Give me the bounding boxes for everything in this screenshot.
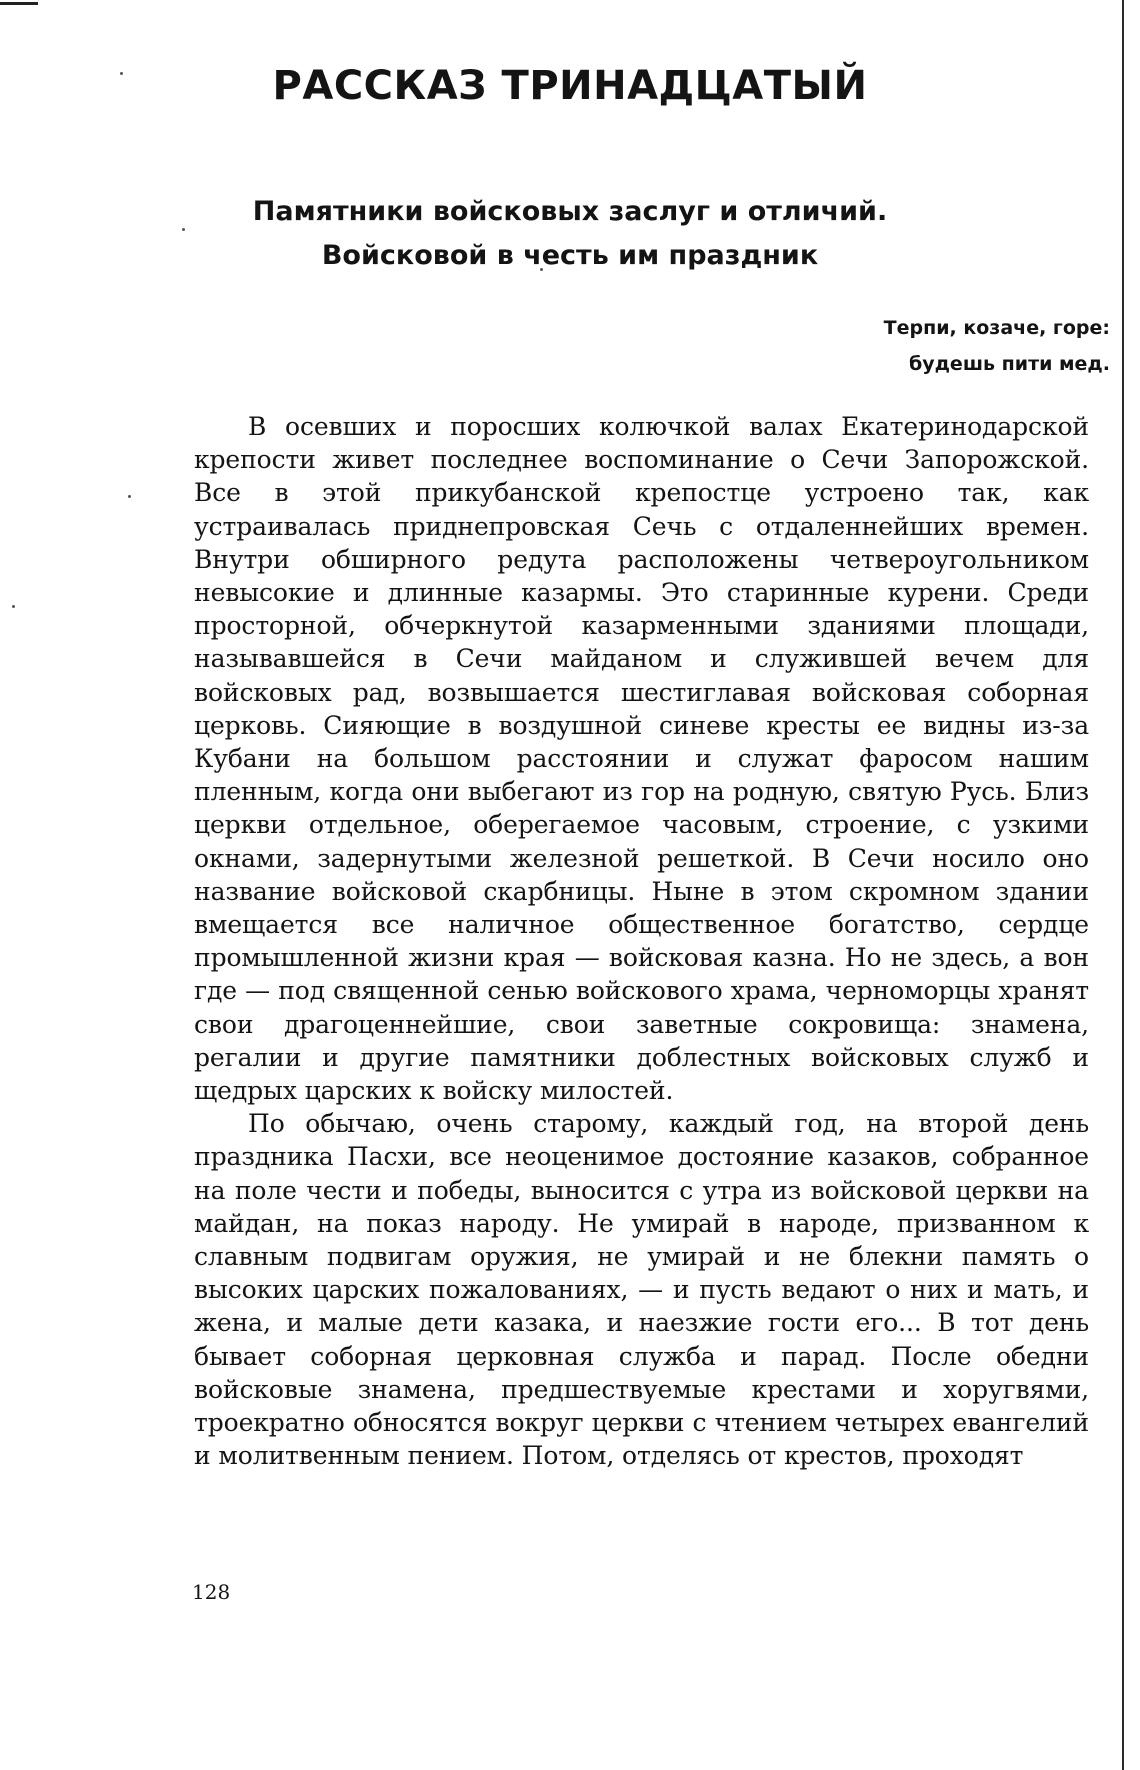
scan-speck [182,228,185,231]
epigraph-line-2: будешь пити мед. [908,353,1110,375]
page-edge-line [1122,0,1124,1770]
body-text [194,410,1089,1473]
paragraph-2: По обычаю, очень старому, каждый год, на второй день праздника Пасхи, все неоценимое достояние казаков, собранное на поле чести и победы, выносится с утра из войсковой церкви на майдан, на показ народу. Не умирай в народе, призванном к славным подвигам оружия, не умирай и не блекни память о высоких царских пожалованиях, — и пусть ведают о них и мать, и жена, и малые дети казака, и наезжие гости его... В тот день бывает соборная церковная служба и парад. После обедни войсковые знамена, предшествуемые крестами и хоругвями, троекратно обносятся вокруг церкви с чтением четырех евангелий и молитвенным пением. Потом, отделясь от крестов, проходят [194,1109,1089,1471]
page-number: 128 [192,1580,231,1604]
scan-speck [12,605,15,608]
scan-speck [128,495,131,498]
epigraph [690,310,1110,382]
subtitle-line-1: Памятники войсковых заслуг и отличий. [252,196,888,227]
subtitle-line-2: Войсковой в честь им праздник [321,240,819,271]
scan-edge-mark [0,2,38,5]
paragraph-1: В осевших и поросших колючкой валах Екатеринодарской крепости живет последнее воспоминание о Сечи Запорожской. Все в этой прикубанской крепостце устроено так, как устраивалась приднепровская Сечь с отдаленнейших времен. Внутри обширного редута расположены четвероугольником невысокие и длинные казармы. Это старинные курени. Среди просторной, обчеркнутой казарменными зданиями площади, называвшейся в Сечи майданом и служившей вечем для войсковых рад, возвышается шестиглавая войсковая соборная церковь. Сияющие в воздушной синеве кресты ее видны из-за Кубани на большом расстоянии и служат фаросом нашим пленным, когда они выбегают из гор на родную, святую Русь. Близ церкви отдельное, оберегаемое часовым, строение, с узкими окнами, задернутыми железной решеткой. В Сечи носило оно название войсковой скарбницы. Ныне в этом скромном здании вмещается все наличное общественное богатство, сердце промышленной жизни края — войсковая казна. Но не здесь, а вон где — под священной сенью войскового храма, черноморцы хранят свои драгоценнейшие, свои заветные сокровища: знамена, регалии и другие памятники доблестных войсковых служб и щедрых царских к войску милостей. [194,412,1089,1106]
chapter-subtitle [195,190,945,278]
chapter-title: РАССКАЗ ТРИНАДЦАТЫЙ [272,63,868,109]
scan-speck [120,72,123,75]
epigraph-line-1: Терпи, козаче, горе: [883,317,1110,339]
